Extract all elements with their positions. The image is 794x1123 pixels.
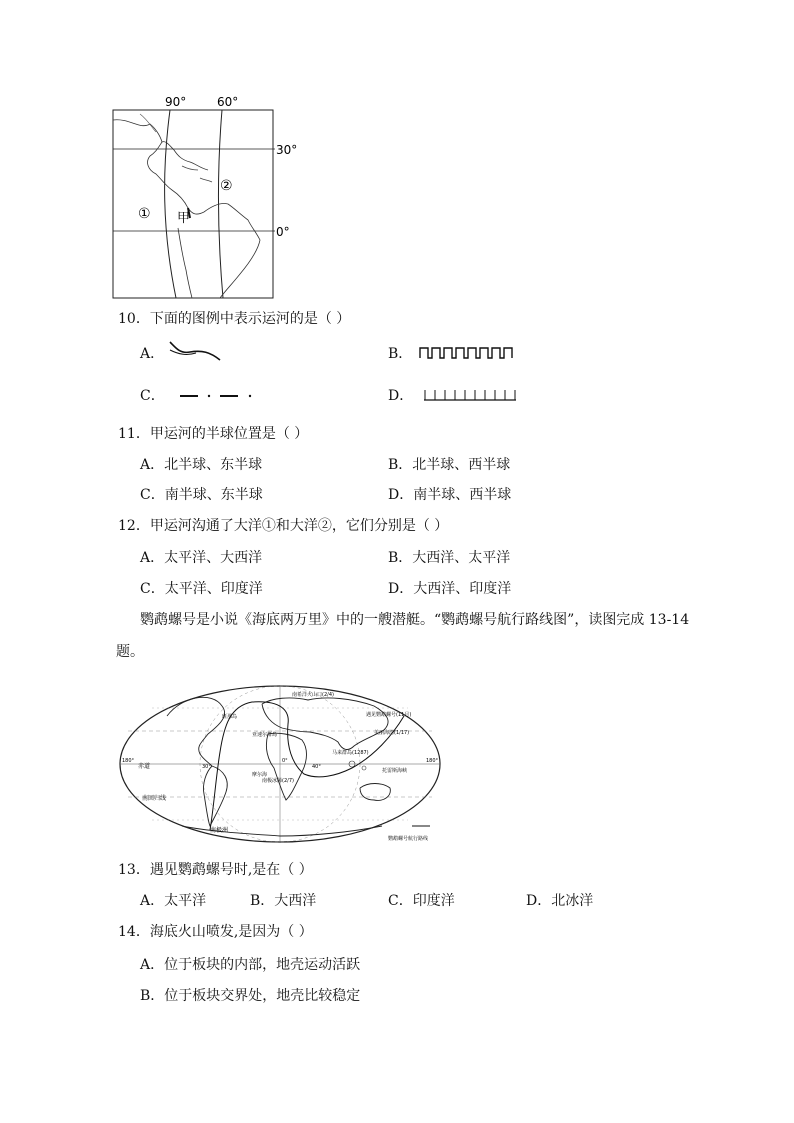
label-note-encounter: 遇见鹦鹉螺号(11月)	[366, 712, 412, 718]
north-america	[167, 697, 225, 766]
q12-option-a[interactable]: A．太平洋、大西洋	[140, 550, 263, 566]
option-letter: A．	[140, 346, 165, 362]
australia	[360, 784, 390, 801]
coastline-sa-west	[178, 228, 192, 298]
q14-option-b[interactable]: B．位于板块交界处，地壳比较稳定	[140, 988, 361, 1004]
river-line	[140, 114, 156, 132]
q13-option-c[interactable]: C．印度洋	[388, 893, 455, 909]
label-lat0: 0°	[276, 225, 290, 239]
label-tropic-s: 南回归线	[142, 795, 167, 802]
q10-option-a[interactable]	[140, 344, 164, 364]
label-90: 90°	[165, 95, 187, 109]
q10-option-d[interactable]	[388, 386, 413, 406]
q14-stem: 14．海底火山喷发,是因为（ ）	[118, 924, 313, 940]
q11-option-b[interactable]: B．北半球、西半球	[388, 457, 511, 473]
canal-map	[100, 90, 310, 305]
q10-option-c[interactable]	[140, 386, 165, 406]
q12-option-d[interactable]: D．大西洋、印度洋	[388, 581, 512, 597]
label-lon-0: 0°	[282, 758, 288, 764]
option-letter: C．	[140, 388, 165, 404]
q13-option-b[interactable]: B．大西洋	[250, 893, 317, 909]
nautilus-map-svg	[112, 676, 452, 846]
passage-line-1: 鹦鹉螺号是小说《海底两万里》中的一艘潜艇。“鹦鹉螺号航行路线图”，读图完成 13-14	[140, 612, 690, 628]
label-lat30: 30°	[276, 143, 298, 157]
q13-option-d[interactable]: D．北冰洋	[526, 893, 594, 909]
label-jia: 甲	[177, 211, 191, 226]
label-60: 60°	[217, 95, 239, 109]
africa	[266, 733, 306, 800]
label-note-malay: 马来群岛(1287)	[332, 750, 369, 756]
q12-option-b[interactable]: B．大西洋、太平洋	[388, 550, 511, 566]
coastline-gulf	[162, 142, 208, 170]
q10-stem: 10．下面的图例中表示运河的是（ ）	[118, 311, 351, 327]
label-180-left: 180°	[122, 758, 135, 764]
option-letter: D．	[388, 388, 414, 404]
label-equator: 赤道	[138, 763, 151, 770]
label-ocean-1: ①	[138, 206, 151, 222]
label-note-volcano: 南希洋火山口(2/4)	[292, 692, 334, 698]
passage-line-2: 题。	[116, 644, 144, 660]
legend-dash-dot-icon	[178, 388, 258, 407]
coastline-na	[113, 120, 204, 214]
q11-option-a[interactable]: A．北半球、东半球	[140, 457, 263, 473]
meridian-90	[165, 110, 176, 298]
label-note-island: 班那岛	[222, 714, 238, 720]
label-note-sea: 摩尔海	[252, 772, 268, 778]
island-hispaniola	[200, 178, 212, 182]
q12-option-c[interactable]: C．太平洋、印度洋	[140, 581, 263, 597]
label-note-ice: 南极冰障(2/7)	[262, 778, 294, 784]
option-letter: B．	[388, 346, 413, 362]
q11-stem: 11．甲运河的半球位置是（ ）	[118, 426, 309, 442]
eurasia	[262, 698, 388, 750]
q11-option-d[interactable]: D．南半球、西半球	[388, 487, 512, 503]
nautilus-route-map	[112, 676, 452, 846]
label-note-azores: 亚速尔群岛	[252, 732, 278, 738]
legend-comb-icon	[422, 387, 518, 407]
q12-stem: 12．甲运河沟通了大洋①和大洋②，它们分别是（ ）	[118, 518, 449, 534]
q14-option-a[interactable]: A．位于板块的内部，地壳运动活跃	[140, 957, 361, 973]
q13-stem: 13．遇见鹦鹉螺号时,是在（ ）	[118, 862, 313, 878]
label-lat-40: 40°	[312, 764, 321, 770]
label-180-right: 180°	[426, 758, 439, 764]
label-south-pole: 南极洲	[210, 827, 229, 834]
legend-square-wave-icon	[418, 344, 518, 366]
island-marker	[362, 766, 366, 770]
q11-option-c[interactable]: C．南半球、东半球	[140, 487, 263, 503]
q10-option-b[interactable]	[388, 344, 412, 364]
label-ocean-2: ②	[220, 178, 233, 194]
south-america	[203, 766, 227, 826]
label-route-legend: 鹦鹉螺号航行路线	[388, 836, 429, 842]
coastline-sa	[204, 203, 260, 298]
canal-map-svg	[100, 90, 310, 305]
q13-option-a[interactable]: A．太平洋	[140, 893, 207, 909]
legend-river-icon	[168, 338, 228, 370]
label-note-torres: 托雷斯海峡	[382, 768, 408, 774]
label-lat-30: 30°	[202, 764, 211, 770]
label-note-bay: 美丽海湾(1/17)	[374, 730, 410, 736]
island-cuba	[182, 166, 198, 170]
nautilus-route-line	[210, 702, 404, 830]
